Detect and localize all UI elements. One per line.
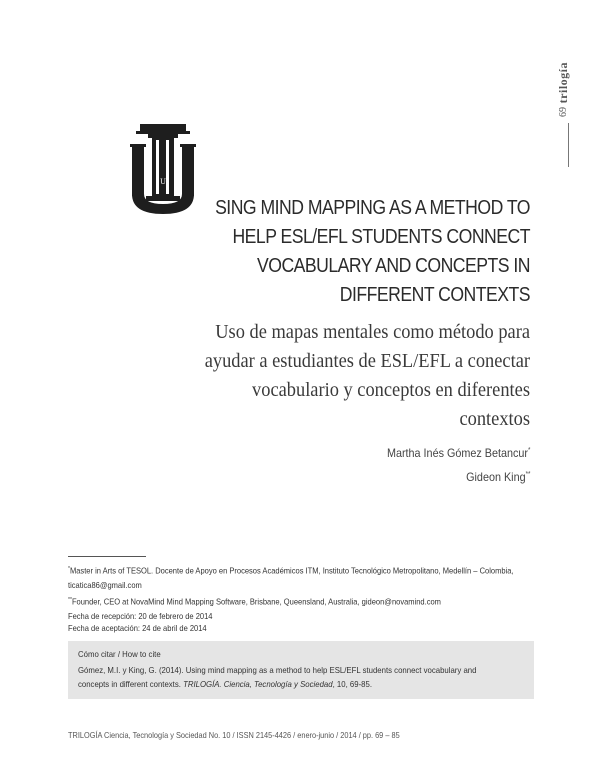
citation-heading: Cómo citar / How to cite (78, 649, 161, 659)
title-es-line: vocabulario y conceptos en diferentes (252, 379, 530, 401)
citation-text: Gómez, M.I. y King, G. (2014). Using mind mapping as a method to help ESL/EFL students connect vocabulary and (78, 665, 477, 675)
author: Gideon King** (465, 470, 530, 484)
footnotes (68, 562, 528, 609)
drop-cap-letter: U (160, 177, 166, 186)
citation-box (68, 641, 534, 699)
title-es-line: contextos (459, 408, 530, 430)
journal-name: trilogía (555, 62, 570, 104)
page-number: 69 (557, 107, 569, 118)
author: Martha Inés Gómez Betancur* (386, 446, 530, 460)
accepted-date: Fecha de aceptación: 24 de abril de 2014 (68, 624, 207, 633)
title-en-line: SING MIND MAPPING AS A METHOD TO (215, 196, 530, 219)
page-footer: TRILOGÍA Ciencia, Tecnología y Sociedad No. 10 / ISSN 2145-4426 / enero-junio / 2014 / pp. 69 – 85 (68, 731, 400, 740)
footnote: *Master in Arts of TESOL. Docente de Apoyo en Procesos Académicos ITM, Instituto Tecnológico Metropolitano, Medellín – Colombia, (68, 566, 514, 576)
author-list (386, 440, 530, 488)
side-rule (558, 123, 569, 167)
title-es-line: ayudar a estudiantes de ESL/EFL a conectar (204, 350, 530, 372)
title-en-line: VOCABULARY AND CONCEPTS IN (257, 254, 530, 277)
submission-dates (68, 611, 212, 635)
footnote: **Founder, CEO at NovaMind Mind Mapping Software, Brisbane, Queensland, Australia, gideon@novamind.com (68, 596, 441, 607)
title-es-line: Uso de mapas mentales como método para (215, 321, 531, 343)
title-spanish (144, 318, 530, 434)
received-date: Fecha de recepción: 20 de febrero de 2014 (68, 612, 213, 621)
citation-text-cont: concepts in different contexts. TRILOGÍA. Ciencia, Tecnología y Sociedad, 10, 69-85. (78, 679, 372, 689)
footnote-rule (68, 556, 146, 557)
journal-side-marker (554, 62, 572, 167)
title-en-line: DIFFERENT CONTEXTS (339, 283, 530, 306)
title-english (100, 193, 530, 309)
footnote-continuation: ticatica86@gmail.com (68, 580, 142, 590)
title-en-line: HELP ESL/EFL STUDENTS CONNECT (232, 225, 530, 248)
